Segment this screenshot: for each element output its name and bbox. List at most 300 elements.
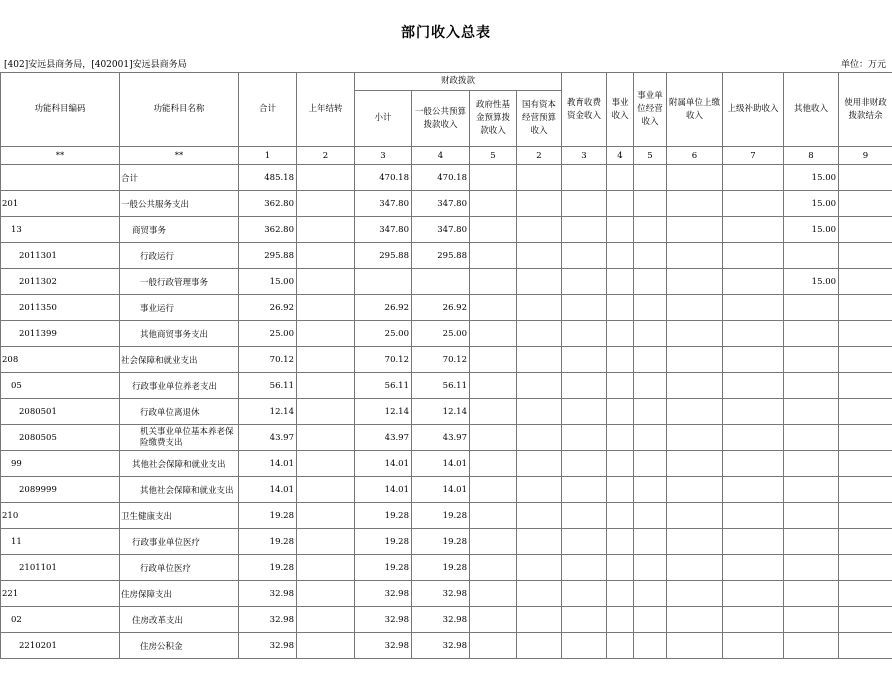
table-row xyxy=(1,373,892,399)
name-cell: 合计 xyxy=(120,165,239,191)
edu-fee-cell xyxy=(562,269,607,295)
affiliate-cell xyxy=(667,347,723,373)
code-cell: 2011399 xyxy=(1,321,120,347)
state-capital-cell xyxy=(517,373,562,399)
subtotal-cell: 14.01 xyxy=(355,477,412,503)
code-cell: 13 xyxy=(1,217,120,243)
other-income-cell xyxy=(784,321,839,347)
biz-income-cell xyxy=(607,425,634,451)
table-row xyxy=(1,503,892,529)
header-general-budget: 一般公共预算拨款收入 xyxy=(412,91,470,147)
biz-op-cell xyxy=(634,555,667,581)
prev-cell xyxy=(297,165,355,191)
state-capital-cell xyxy=(517,529,562,555)
superior-cell xyxy=(723,555,784,581)
total-cell: 32.98 xyxy=(239,633,297,659)
superior-cell xyxy=(723,529,784,555)
name-cell: 住房改革支出 xyxy=(120,607,239,633)
index-cell: ** xyxy=(1,147,120,165)
biz-op-cell xyxy=(634,217,667,243)
header-code: 功能科目编码 xyxy=(1,73,120,147)
prev-cell xyxy=(297,425,355,451)
affiliate-cell xyxy=(667,425,723,451)
total-cell: 32.98 xyxy=(239,607,297,633)
code-cell: 208 xyxy=(1,347,120,373)
nonfiscal-cell xyxy=(839,607,892,633)
biz-income-cell xyxy=(607,165,634,191)
superior-cell xyxy=(723,191,784,217)
biz-income-cell xyxy=(607,191,634,217)
prev-cell xyxy=(297,529,355,555)
table-row xyxy=(1,529,892,555)
biz-op-cell xyxy=(634,529,667,555)
total-cell: 26.92 xyxy=(239,295,297,321)
affiliate-cell xyxy=(667,165,723,191)
gov-fund-cell xyxy=(470,373,517,399)
code-cell: 11 xyxy=(1,529,120,555)
biz-income-cell xyxy=(607,373,634,399)
superior-cell xyxy=(723,425,784,451)
superior-cell xyxy=(723,295,784,321)
code-cell: 99 xyxy=(1,451,120,477)
table-row xyxy=(1,399,892,425)
other-income-cell xyxy=(784,373,839,399)
general-budget-cell: 19.28 xyxy=(412,503,470,529)
state-capital-cell xyxy=(517,399,562,425)
code-cell: 2011302 xyxy=(1,269,120,295)
table-row xyxy=(1,191,892,217)
header-affiliate: 附属单位上缴收入 xyxy=(667,73,723,147)
subtotal-cell: 25.00 xyxy=(355,321,412,347)
affiliate-cell xyxy=(667,633,723,659)
general-budget-cell: 12.14 xyxy=(412,399,470,425)
edu-fee-cell xyxy=(562,399,607,425)
general-budget-cell: 470.18 xyxy=(412,165,470,191)
edu-fee-cell xyxy=(562,321,607,347)
code-cell: 201 xyxy=(1,191,120,217)
biz-op-cell xyxy=(634,243,667,269)
biz-income-cell xyxy=(607,451,634,477)
name-cell: 行政运行 xyxy=(120,243,239,269)
biz-income-cell xyxy=(607,529,634,555)
superior-cell xyxy=(723,451,784,477)
other-income-cell: 15.00 xyxy=(784,165,839,191)
table-row xyxy=(1,347,892,373)
biz-income-cell xyxy=(607,243,634,269)
affiliate-cell xyxy=(667,191,723,217)
subtotal-cell: 12.14 xyxy=(355,399,412,425)
index-row xyxy=(1,147,892,165)
superior-cell xyxy=(723,269,784,295)
header-gov-fund: 政府性基金预算拨款收入 xyxy=(470,91,517,147)
table-row xyxy=(1,295,892,321)
index-cell: 3 xyxy=(355,147,412,165)
prev-cell xyxy=(297,295,355,321)
subtotal-cell: 347.80 xyxy=(355,217,412,243)
total-cell: 12.14 xyxy=(239,399,297,425)
biz-income-cell xyxy=(607,477,634,503)
table-row xyxy=(1,321,892,347)
affiliate-cell xyxy=(667,217,723,243)
edu-fee-cell xyxy=(562,607,607,633)
state-capital-cell xyxy=(517,477,562,503)
header-edu-fee: 教育收费资金收入 xyxy=(562,73,607,147)
header-superior-subsidy: 上级补助收入 xyxy=(723,73,784,147)
superior-cell xyxy=(723,607,784,633)
index-cell: 5 xyxy=(634,147,667,165)
table-row xyxy=(1,217,892,243)
name-cell: 其他社会保障和就业支出 xyxy=(120,451,239,477)
superior-cell xyxy=(723,217,784,243)
header-prev-carryover: 上年结转 xyxy=(297,73,355,147)
general-budget-cell: 56.11 xyxy=(412,373,470,399)
subtotal-cell xyxy=(355,269,412,295)
subtotal-cell: 19.28 xyxy=(355,503,412,529)
name-cell: 其他社会保障和就业支出 xyxy=(120,477,239,503)
gov-fund-cell xyxy=(470,321,517,347)
biz-op-cell xyxy=(634,503,667,529)
subtotal-cell: 56.11 xyxy=(355,373,412,399)
total-cell: 19.28 xyxy=(239,529,297,555)
name-cell: 一般行政管理事务 xyxy=(120,269,239,295)
other-income-cell: 15.00 xyxy=(784,269,839,295)
affiliate-cell xyxy=(667,503,723,529)
general-budget-cell: 70.12 xyxy=(412,347,470,373)
biz-income-cell xyxy=(607,633,634,659)
biz-op-cell xyxy=(634,425,667,451)
edu-fee-cell xyxy=(562,633,607,659)
index-cell: 1 xyxy=(239,147,297,165)
edu-fee-cell xyxy=(562,243,607,269)
gov-fund-cell xyxy=(470,347,517,373)
general-budget-cell: 14.01 xyxy=(412,451,470,477)
nonfiscal-cell xyxy=(839,555,892,581)
biz-income-cell xyxy=(607,607,634,633)
other-income-cell xyxy=(784,451,839,477)
index-cell: 8 xyxy=(784,147,839,165)
general-budget-cell: 295.88 xyxy=(412,243,470,269)
superior-cell xyxy=(723,165,784,191)
biz-op-cell xyxy=(634,633,667,659)
prev-cell xyxy=(297,399,355,425)
biz-income-cell xyxy=(607,217,634,243)
table-row xyxy=(1,477,892,503)
other-income-cell xyxy=(784,581,839,607)
superior-cell xyxy=(723,321,784,347)
total-cell: 56.11 xyxy=(239,373,297,399)
edu-fee-cell xyxy=(562,581,607,607)
state-capital-cell xyxy=(517,503,562,529)
total-cell: 32.98 xyxy=(239,581,297,607)
biz-op-cell xyxy=(634,607,667,633)
biz-income-cell xyxy=(607,269,634,295)
affiliate-cell xyxy=(667,477,723,503)
header-biz-income: 事业收入 xyxy=(607,73,634,147)
biz-op-cell xyxy=(634,321,667,347)
index-cell: ** xyxy=(120,147,239,165)
nonfiscal-cell xyxy=(839,269,892,295)
affiliate-cell xyxy=(667,555,723,581)
other-income-cell xyxy=(784,477,839,503)
prev-cell xyxy=(297,555,355,581)
nonfiscal-cell xyxy=(839,477,892,503)
code-cell: 2210201 xyxy=(1,633,120,659)
affiliate-cell xyxy=(667,373,723,399)
biz-income-cell xyxy=(607,347,634,373)
edu-fee-cell xyxy=(562,347,607,373)
nonfiscal-cell xyxy=(839,503,892,529)
gov-fund-cell xyxy=(470,295,517,321)
header-fiscal-group: 财政拨款 xyxy=(355,73,562,91)
prev-cell xyxy=(297,581,355,607)
code-cell: 2089999 xyxy=(1,477,120,503)
edu-fee-cell xyxy=(562,295,607,321)
name-cell: 机关事业单位基本养老保险缴费支出 xyxy=(120,425,239,451)
subtotal-cell: 32.98 xyxy=(355,607,412,633)
edu-fee-cell xyxy=(562,425,607,451)
subtotal-cell: 32.98 xyxy=(355,633,412,659)
code-cell: 2080501 xyxy=(1,399,120,425)
affiliate-cell xyxy=(667,269,723,295)
other-income-cell xyxy=(784,633,839,659)
prev-cell xyxy=(297,347,355,373)
edu-fee-cell xyxy=(562,373,607,399)
nonfiscal-cell xyxy=(839,243,892,269)
biz-income-cell xyxy=(607,555,634,581)
general-budget-cell: 43.97 xyxy=(412,425,470,451)
subtotal-cell: 295.88 xyxy=(355,243,412,269)
index-cell: 6 xyxy=(667,147,723,165)
state-capital-cell xyxy=(517,581,562,607)
edu-fee-cell xyxy=(562,191,607,217)
general-budget-cell: 25.00 xyxy=(412,321,470,347)
gov-fund-cell xyxy=(470,425,517,451)
biz-income-cell xyxy=(607,295,634,321)
other-income-cell xyxy=(784,425,839,451)
header-nonfiscal-balance: 使用非财政拨款结余 xyxy=(839,73,892,147)
table-row xyxy=(1,165,892,191)
total-cell: 14.01 xyxy=(239,477,297,503)
subtotal-cell: 70.12 xyxy=(355,347,412,373)
name-cell: 行政单位离退休 xyxy=(120,399,239,425)
state-capital-cell xyxy=(517,633,562,659)
biz-op-cell xyxy=(634,191,667,217)
biz-income-cell xyxy=(607,581,634,607)
header-other-income: 其他收入 xyxy=(784,73,839,147)
biz-income-cell xyxy=(607,503,634,529)
other-income-cell xyxy=(784,555,839,581)
affiliate-cell xyxy=(667,581,723,607)
superior-cell xyxy=(723,477,784,503)
nonfiscal-cell xyxy=(839,347,892,373)
index-cell: 7 xyxy=(723,147,784,165)
superior-cell xyxy=(723,373,784,399)
affiliate-cell xyxy=(667,529,723,555)
state-capital-cell xyxy=(517,269,562,295)
state-capital-cell xyxy=(517,191,562,217)
gov-fund-cell xyxy=(470,399,517,425)
other-income-cell xyxy=(784,529,839,555)
nonfiscal-cell xyxy=(839,633,892,659)
code-cell: 2011301 xyxy=(1,243,120,269)
gov-fund-cell xyxy=(470,477,517,503)
prev-cell xyxy=(297,633,355,659)
biz-op-cell xyxy=(634,581,667,607)
biz-op-cell xyxy=(634,269,667,295)
income-summary-table xyxy=(0,72,892,659)
name-cell: 行政单位医疗 xyxy=(120,555,239,581)
biz-op-cell xyxy=(634,477,667,503)
total-cell: 362.80 xyxy=(239,191,297,217)
name-cell: 一般公共服务支出 xyxy=(120,191,239,217)
superior-cell xyxy=(723,347,784,373)
code-cell xyxy=(1,165,120,191)
superior-cell xyxy=(723,503,784,529)
biz-income-cell xyxy=(607,399,634,425)
header-total: 合计 xyxy=(239,73,297,147)
organization-label: [402]安远县商务局，[402001]安远县商务局 xyxy=(4,60,187,70)
biz-op-cell xyxy=(634,295,667,321)
code-cell: 210 xyxy=(1,503,120,529)
prev-cell xyxy=(297,243,355,269)
nonfiscal-cell xyxy=(839,191,892,217)
name-cell: 卫生健康支出 xyxy=(120,503,239,529)
prev-cell xyxy=(297,503,355,529)
state-capital-cell xyxy=(517,295,562,321)
subtotal-cell: 14.01 xyxy=(355,451,412,477)
nonfiscal-cell xyxy=(839,373,892,399)
general-budget-cell: 19.28 xyxy=(412,529,470,555)
other-income-cell: 15.00 xyxy=(784,217,839,243)
state-capital-cell xyxy=(517,217,562,243)
table-row xyxy=(1,451,892,477)
gov-fund-cell xyxy=(470,581,517,607)
prev-cell xyxy=(297,321,355,347)
table-row xyxy=(1,269,892,295)
prev-cell xyxy=(297,373,355,399)
total-cell: 295.88 xyxy=(239,243,297,269)
index-cell: 5 xyxy=(470,147,517,165)
subtotal-cell: 19.28 xyxy=(355,529,412,555)
total-cell: 15.00 xyxy=(239,269,297,295)
prev-cell xyxy=(297,269,355,295)
other-income-cell xyxy=(784,607,839,633)
total-cell: 19.28 xyxy=(239,503,297,529)
gov-fund-cell xyxy=(470,191,517,217)
edu-fee-cell xyxy=(562,165,607,191)
edu-fee-cell xyxy=(562,477,607,503)
table-row xyxy=(1,425,892,451)
nonfiscal-cell xyxy=(839,399,892,425)
prev-cell xyxy=(297,451,355,477)
affiliate-cell xyxy=(667,321,723,347)
unit-label: 单位：万元 xyxy=(840,60,886,70)
biz-op-cell xyxy=(634,373,667,399)
nonfiscal-cell xyxy=(839,321,892,347)
general-budget-cell xyxy=(412,269,470,295)
affiliate-cell xyxy=(667,295,723,321)
edu-fee-cell xyxy=(562,451,607,477)
prev-cell xyxy=(297,477,355,503)
state-capital-cell xyxy=(517,555,562,581)
state-capital-cell xyxy=(517,321,562,347)
code-cell: 2011350 xyxy=(1,295,120,321)
state-capital-cell xyxy=(517,607,562,633)
index-cell: 4 xyxy=(607,147,634,165)
header-state-capital: 国有资本经营预算收入 xyxy=(517,91,562,147)
general-budget-cell: 32.98 xyxy=(412,607,470,633)
total-cell: 19.28 xyxy=(239,555,297,581)
gov-fund-cell xyxy=(470,165,517,191)
report-title: 部门收入总表 xyxy=(401,25,491,41)
subtotal-cell: 32.98 xyxy=(355,581,412,607)
name-cell: 行政事业单位医疗 xyxy=(120,529,239,555)
header-subtotal: 小计 xyxy=(355,91,412,147)
state-capital-cell xyxy=(517,451,562,477)
nonfiscal-cell xyxy=(839,165,892,191)
superior-cell xyxy=(723,633,784,659)
table-row xyxy=(1,607,892,633)
prev-cell xyxy=(297,191,355,217)
affiliate-cell xyxy=(667,451,723,477)
total-cell: 14.01 xyxy=(239,451,297,477)
header-name: 功能科目名称 xyxy=(120,73,239,147)
subtotal-cell: 26.92 xyxy=(355,295,412,321)
name-cell: 商贸事务 xyxy=(120,217,239,243)
other-income-cell xyxy=(784,503,839,529)
biz-op-cell xyxy=(634,399,667,425)
total-cell: 25.00 xyxy=(239,321,297,347)
index-cell: 9 xyxy=(839,147,892,165)
edu-fee-cell xyxy=(562,529,607,555)
other-income-cell: 15.00 xyxy=(784,191,839,217)
other-income-cell xyxy=(784,295,839,321)
edu-fee-cell xyxy=(562,503,607,529)
general-budget-cell: 32.98 xyxy=(412,633,470,659)
subtotal-cell: 347.80 xyxy=(355,191,412,217)
general-budget-cell: 26.92 xyxy=(412,295,470,321)
gov-fund-cell xyxy=(470,555,517,581)
total-cell: 485.18 xyxy=(239,165,297,191)
subtotal-cell: 19.28 xyxy=(355,555,412,581)
general-budget-cell: 32.98 xyxy=(412,581,470,607)
code-cell: 02 xyxy=(1,607,120,633)
subtotal-cell: 43.97 xyxy=(355,425,412,451)
code-cell: 221 xyxy=(1,581,120,607)
affiliate-cell xyxy=(667,607,723,633)
total-cell: 43.97 xyxy=(239,425,297,451)
gov-fund-cell xyxy=(470,451,517,477)
nonfiscal-cell xyxy=(839,425,892,451)
other-income-cell xyxy=(784,399,839,425)
index-cell: 3 xyxy=(562,147,607,165)
superior-cell xyxy=(723,581,784,607)
nonfiscal-cell xyxy=(839,217,892,243)
affiliate-cell xyxy=(667,243,723,269)
table-row xyxy=(1,581,892,607)
gov-fund-cell xyxy=(470,633,517,659)
prev-cell xyxy=(297,607,355,633)
header-biz-op-income: 事业单位经营收入 xyxy=(634,73,667,147)
state-capital-cell xyxy=(517,347,562,373)
name-cell: 其他商贸事务支出 xyxy=(120,321,239,347)
code-cell: 2101101 xyxy=(1,555,120,581)
total-cell: 362.80 xyxy=(239,217,297,243)
superior-cell xyxy=(723,399,784,425)
affiliate-cell xyxy=(667,399,723,425)
nonfiscal-cell xyxy=(839,295,892,321)
biz-income-cell xyxy=(607,321,634,347)
